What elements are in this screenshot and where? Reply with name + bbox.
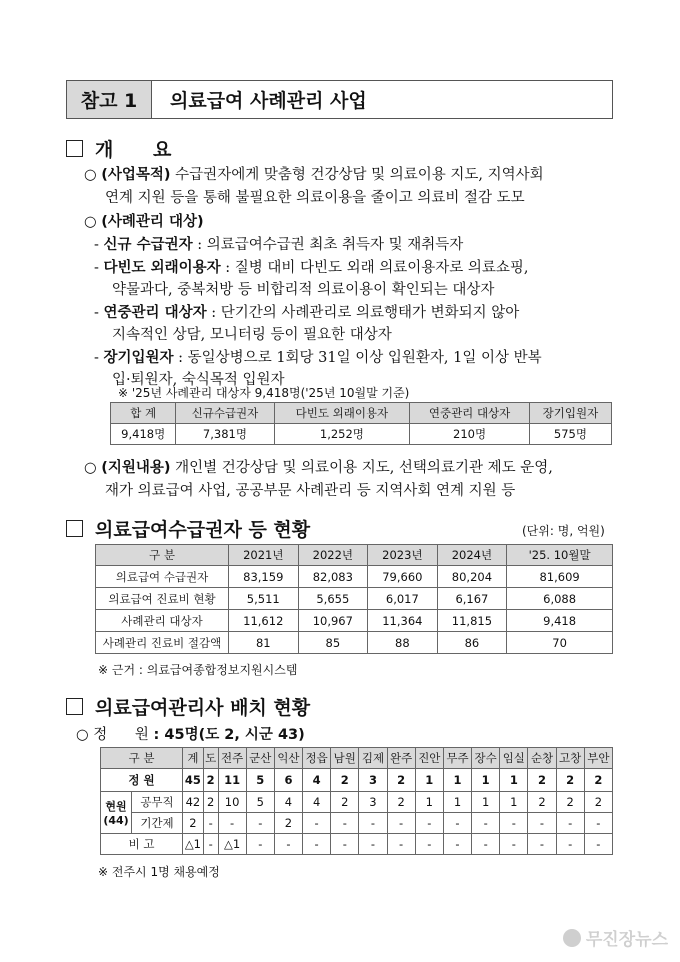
quota-cell: 6 <box>274 769 302 792</box>
official-cell: 10 <box>218 792 246 813</box>
reference-header <box>66 80 613 119</box>
fixed-term-label: 기간제 <box>132 813 183 834</box>
count-header-cell: 다빈도 외래이용자 <box>274 403 410 424</box>
status-cell: 5,511 <box>229 588 299 610</box>
fixed-cell: - <box>415 813 443 834</box>
fixed-cell: - <box>246 813 274 834</box>
remark-cell: - <box>500 834 528 855</box>
status-row-label: 사례관리 진료비 절감액 <box>96 632 229 654</box>
quota-cell: 3 <box>359 769 387 792</box>
staff-remark-row <box>101 834 613 855</box>
fixed-cell: - <box>443 813 471 834</box>
remark-cell: - <box>443 834 471 855</box>
count-table <box>110 402 612 445</box>
quota-cell: 2 <box>331 769 359 792</box>
official-cell: 2 <box>556 792 584 813</box>
official-cell: 4 <box>274 792 302 813</box>
status-cell: 83,159 <box>229 566 299 588</box>
fixed-cell: - <box>387 813 415 834</box>
quota-cell: 2 <box>528 769 556 792</box>
staff-table <box>100 747 613 855</box>
status-header-cell: '25. 10월말 <box>507 545 613 566</box>
quota-cell: 2 <box>203 769 218 792</box>
square-bullet-icon <box>66 698 83 715</box>
official-cell: 2 <box>584 792 612 813</box>
hiring-note: ※ 전주시 1명 채용예정 <box>98 865 220 879</box>
staff-fixed-row <box>101 813 613 834</box>
table-row <box>96 588 613 610</box>
status-cell: 6,088 <box>507 588 613 610</box>
official-cell: 1 <box>500 792 528 813</box>
region-cell: 장수 <box>472 748 500 769</box>
fixed-cell: - <box>500 813 528 834</box>
status-header-cell: 구 분 <box>96 545 229 566</box>
target-item-longterm-line-2: 입·퇴원자, 숙식목적 입원자 <box>112 372 285 388</box>
fixed-cell: 2 <box>183 813 204 834</box>
quota-cell: 4 <box>303 769 331 792</box>
official-cell: 5 <box>246 792 274 813</box>
remark-cell: - <box>203 834 218 855</box>
quota-cell: 5 <box>246 769 274 792</box>
status-cell: 86 <box>437 632 507 654</box>
staff-quota-row <box>101 769 613 792</box>
remark-cell: - <box>274 834 302 855</box>
official-cell: 1 <box>443 792 471 813</box>
count-value-cell: 9,418명 <box>111 424 176 445</box>
source-note: ※ 근거 : 의료급여종합정보지원시스템 <box>98 663 298 677</box>
purpose-line-2: 연계 지원 등을 통해 불필요한 의료이용을 줄이고 의료비 절감 도모 <box>105 190 525 206</box>
region-cell: 무주 <box>443 748 471 769</box>
fixed-cell: - <box>303 813 331 834</box>
region-cell: 전주 <box>218 748 246 769</box>
official-cell: 4 <box>303 792 331 813</box>
status-row-label: 의료급여 수급권자 <box>96 566 229 588</box>
status-cell: 82,083 <box>298 566 368 588</box>
remark-cell: - <box>246 834 274 855</box>
quota-cell: 45 <box>183 769 204 792</box>
official-label: 공무직 <box>132 792 183 813</box>
region-cell: 익산 <box>274 748 302 769</box>
staff-region-row <box>101 748 613 769</box>
status-table <box>95 544 613 654</box>
status-cell: 11,612 <box>229 610 299 632</box>
unit-label: (단위: 명, 억원) <box>522 524 605 538</box>
count-header-cell: 신규수급권자 <box>176 403 274 424</box>
remark-cell: - <box>387 834 415 855</box>
fixed-cell: - <box>556 813 584 834</box>
region-cell: 임실 <box>500 748 528 769</box>
status-header-cell: 2024년 <box>437 545 507 566</box>
target-item-frequent: - 다빈도 외래이용자 : 질병 대비 다빈도 외래 의료이용자로 의료쇼핑, <box>94 260 529 276</box>
count-header-cell: 연중관리 대상자 <box>410 403 530 424</box>
status-cell: 11,815 <box>437 610 507 632</box>
official-cell: 2 <box>528 792 556 813</box>
quota-cell: 1 <box>500 769 528 792</box>
count-value-cell: 7,381명 <box>176 424 274 445</box>
fixed-cell: - <box>528 813 556 834</box>
official-cell: 2 <box>203 792 218 813</box>
region-cell: 정읍 <box>303 748 331 769</box>
fixed-cell: 2 <box>274 813 302 834</box>
status-cell: 80,204 <box>437 566 507 588</box>
status-header-cell: 2022년 <box>298 545 368 566</box>
quota-cell: 2 <box>387 769 415 792</box>
staff-official-row <box>101 792 613 813</box>
official-cell: 1 <box>415 792 443 813</box>
fixed-cell: - <box>218 813 246 834</box>
status-row-label: 사례관리 대상자 <box>96 610 229 632</box>
status-heading: 의료급여수급권자 등 현황 <box>66 515 310 542</box>
fixed-cell: - <box>359 813 387 834</box>
target-item-new: - 신규 수급권자 : 의료급여수급권 최초 취득자 및 재취득자 <box>94 237 464 253</box>
region-cell: 고창 <box>556 748 584 769</box>
count-header-cell: 합 계 <box>111 403 176 424</box>
page-title: 의료급여 사례관리 사업 <box>152 81 367 118</box>
quota-cell: 2 <box>556 769 584 792</box>
logo-icon <box>563 929 581 947</box>
status-cell: 70 <box>507 632 613 654</box>
table-row <box>96 632 613 654</box>
remark-cell: - <box>472 834 500 855</box>
quota-cell: 1 <box>415 769 443 792</box>
region-cell: 남원 <box>331 748 359 769</box>
status-cell: 11,364 <box>368 610 438 632</box>
fixed-cell: - <box>472 813 500 834</box>
region-cell: 군산 <box>246 748 274 769</box>
table-row <box>96 566 613 588</box>
official-cell: 2 <box>331 792 359 813</box>
region-cell: 완주 <box>387 748 415 769</box>
support-line-2: 재가 의료급여 사업, 공공부문 사례관리 등 지역사회 연계 지원 등 <box>105 483 516 499</box>
count-header-cell: 장기입원자 <box>529 403 611 424</box>
count-value-cell: 1,252명 <box>274 424 410 445</box>
status-cell: 6,017 <box>368 588 438 610</box>
remark-cell: △1 <box>218 834 246 855</box>
remark-cell: - <box>331 834 359 855</box>
region-cell: 계 <box>183 748 204 769</box>
official-cell: 1 <box>472 792 500 813</box>
table-row <box>96 610 613 632</box>
quota-row-label: 정 원 <box>101 769 183 792</box>
count-note: ※ '25년 사례관리 대상자 9,418명('25년 10월말 기준) <box>118 386 410 400</box>
reference-tag: 참고 1 <box>67 81 152 118</box>
status-cell: 6,167 <box>437 588 507 610</box>
fixed-cell: - <box>203 813 218 834</box>
remark-cell: - <box>359 834 387 855</box>
quota-cell: 1 <box>472 769 500 792</box>
status-header-cell: 2021년 <box>229 545 299 566</box>
staff-header-label: 구 분 <box>101 748 183 769</box>
quota-line: ○ 정 원 : 45명(도 2, 시군 43) <box>76 727 305 743</box>
overview-heading: 개 요 <box>66 135 171 162</box>
target-item-yearlong: - 연중관리 대상자 : 단기간의 사례관리로 의료행태가 변화되지 않아 <box>94 305 520 321</box>
status-cell: 81,609 <box>507 566 613 588</box>
count-value-cell: 575명 <box>529 424 611 445</box>
status-row-label: 의료급여 진료비 현황 <box>96 588 229 610</box>
staff-heading: 의료급여관리사 배치 현황 <box>66 693 310 720</box>
fixed-cell: - <box>331 813 359 834</box>
status-cell: 9,418 <box>507 610 613 632</box>
remark-cell: △1 <box>183 834 204 855</box>
region-cell: 순창 <box>528 748 556 769</box>
status-cell: 79,660 <box>368 566 438 588</box>
remark-cell: - <box>303 834 331 855</box>
region-cell: 도 <box>203 748 218 769</box>
region-cell: 진안 <box>415 748 443 769</box>
current-staff-label: 현원 (44) <box>101 792 132 834</box>
watermark-logo: 무진장뉴스 <box>563 925 668 950</box>
official-cell: 42 <box>183 792 204 813</box>
target-item-yearlong-line-2: 지속적인 상담, 모니터링 등이 필요한 대상자 <box>112 327 392 343</box>
remark-label: 비 고 <box>101 834 183 855</box>
count-value-cell: 210명 <box>410 424 530 445</box>
support-line-1: ○ (지원내용) 개인별 건강상담 및 의료이용 지도, 선택의료기관 제도 운영, <box>84 460 553 476</box>
target-item-longterm: - 장기입원자 : 동일상병으로 1회당 31일 이상 입원환자, 1일 이상 반복 <box>94 350 542 366</box>
target-item-frequent-line-2: 약물과다, 중복처방 등 비합리적 의료이용이 확인되는 대상자 <box>112 282 495 298</box>
purpose-line-1: ○ (사업목적) 수급권자에게 맞춤형 건강상담 및 의료이용 지도, 지역사회 <box>84 167 544 183</box>
quota-cell: 1 <box>443 769 471 792</box>
official-cell: 3 <box>359 792 387 813</box>
remark-cell: - <box>528 834 556 855</box>
quota-cell: 2 <box>584 769 612 792</box>
status-cell: 85 <box>298 632 368 654</box>
quota-cell: 11 <box>218 769 246 792</box>
square-bullet-icon <box>66 520 83 537</box>
fixed-cell: - <box>584 813 612 834</box>
region-cell: 부안 <box>584 748 612 769</box>
status-cell: 5,655 <box>298 588 368 610</box>
remark-cell: - <box>584 834 612 855</box>
target-heading: ○ (사례관리 대상) <box>84 214 204 230</box>
status-cell: 81 <box>229 632 299 654</box>
region-cell: 김제 <box>359 748 387 769</box>
status-header-cell: 2023년 <box>368 545 438 566</box>
remark-cell: - <box>556 834 584 855</box>
remark-cell: - <box>415 834 443 855</box>
status-cell: 10,967 <box>298 610 368 632</box>
status-cell: 88 <box>368 632 438 654</box>
square-bullet-icon <box>66 140 83 157</box>
official-cell: 2 <box>387 792 415 813</box>
